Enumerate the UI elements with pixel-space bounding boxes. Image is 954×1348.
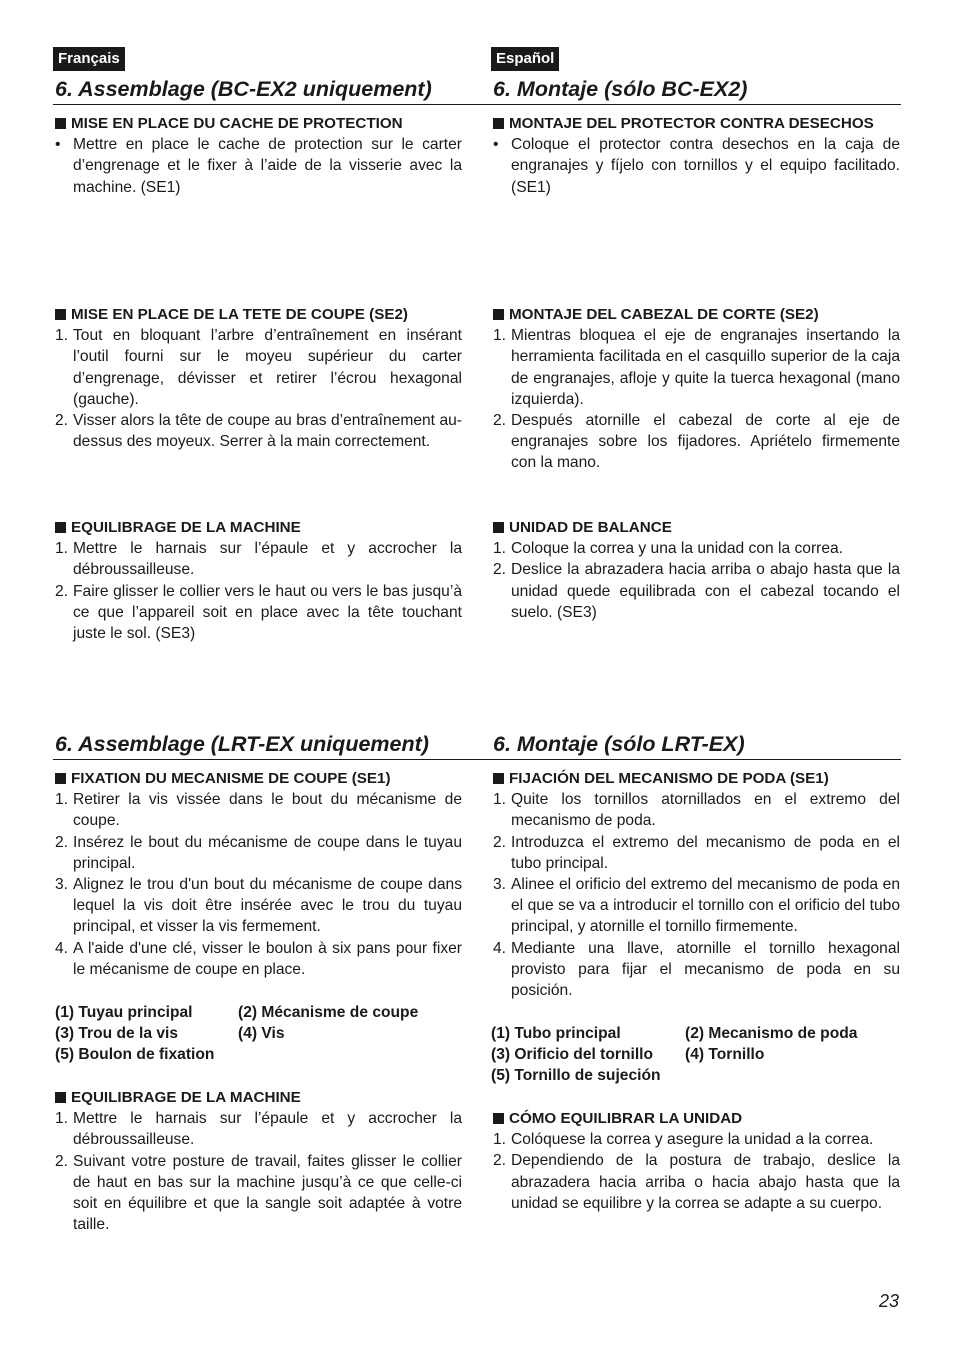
section-mecanisme-coupe [55,768,462,980]
legend-item: (1) Tubo principal [491,1025,621,1042]
section-equilibrage-1 [55,517,462,644]
square-bullet-icon [55,309,66,320]
square-bullet-icon [493,522,504,533]
list-item: 1. Coloque la correa y una la unidad con la correa. [493,540,844,558]
language-badge-espanol: Español [491,47,559,71]
square-bullet-icon [493,309,504,320]
list-item: 1. Mettre le harnais sur l’épaule et y accrocher la débroussailleuse. [55,540,462,579]
list-item: 2. Deslice la abrazadera hacia arriba o abajo hasta que la unidad quede equilibrada con el cabezal tocando el suelo. (SE3) [493,561,900,621]
legend-item: (4) Tornillo [685,1046,765,1064]
list-item: 1. Tout en bloquant l’arbre d’entraînement en insérant l’outil fourni sur le moyeu supérieur du carter d’engrenage, dévisser et retirer l’écrou hexagonal (gauche). [55,327,462,408]
list-item: 1. Mientras bloquea el eje de engranajes insertando la herramienta facilitada en el casquillo superior de la caja de engranajes, afloje y quite la tuerca hexagonal (mano izquierda). [493,327,900,408]
title-underline-rule-top [53,104,901,105]
title-underline-rule-bottom [53,759,901,760]
subsection-heading: MONTAJE DEL PROTECTOR CONTRA DESECHOS [493,113,900,134]
legend-item: (1) Tuyau principal [55,1004,193,1021]
list-item: 3. Alinee el orificio del extremo del mecanismo de poda en el que se va a introducir el tornillo con el orificio del tubo principal, y atornille el tornillo firmemente. [493,876,900,936]
legend-item: (3) Orificio del tornillo [491,1046,654,1064]
section-como-equilibrar [493,1108,900,1214]
legend-item: (5) Tornillo de sujeción [491,1067,661,1085]
section-title-lrt-ex-es: 6. Montaje (sólo LRT-EX) [493,732,745,756]
section-title-lrt-ex-fr: 6. Assemblage (LRT-EX uniquement) [55,732,429,756]
square-bullet-icon [493,118,504,129]
list-item: 4. A l'aide d'une clé, visser le boulon à six pans pour fixer le mécanisme de coupe en place. [55,939,462,978]
list-item: 2. Introduzca el extremo del mecanismo de poda en el tubo principal. [493,833,900,872]
legend-item: (3) Trou de la vis [55,1025,179,1043]
section-tete-de-coupe [55,304,462,452]
square-bullet-icon [55,1092,66,1103]
list-item: 4. Mediante una llave, atornille el tornillo hexagonal provisto para fijar el mecanismo de poda en su posición. [493,939,900,1000]
list-item: 2. Suivant votre posture de travail, faites glisser le collier de haut en bas sur la machine jusqu’à ce que celle-ci soit en équilibre et que la sangle soit adaptée à votre taille. [55,1152,462,1234]
section-cache-protection [55,113,462,198]
list-item: 2. Faire glisser le collier vers le haut ou vers le bas jusqu’à ce que l’appareil soit en place avec la tête touchant juste le sol. (SE3) [55,582,462,643]
list-item: 2. Visser alors la tête de coupe au bras d’entraînement au-dessus des moyeux. Serrer à la main correctement. [55,412,462,451]
square-bullet-icon [55,118,66,129]
subsection-heading: MONTAJE DEL CABEZAL DE CORTE (SE2) [493,304,900,325]
legend-item: (2) Mecanismo de poda [685,1025,858,1042]
subsection-heading: MISE EN PLACE DE LA TETE DE COUPE (SE2) [55,304,462,325]
parts-legend-fr [55,1002,462,1066]
subsection-heading: UNIDAD DE BALANCE [493,517,900,538]
page-number: 23 [878,1291,899,1311]
list-item: 2. Después atornille el cabezal de corte al eje de engranajes sobre los fijadores. Apriételo firmemente con la mano. [493,412,900,472]
legend-item: (4) Vis [238,1025,285,1043]
square-bullet-icon [55,522,66,533]
subsection-heading: MISE EN PLACE DU CACHE DE PROTECTION [55,113,462,134]
subsection-heading: EQUILIBRAGE DE LA MACHINE [55,517,462,538]
subsection-heading: EQUILIBRAGE DE LA MACHINE [55,1087,462,1108]
list-item: 1. Quite los tornillos atornillados en el extremo del mecanismo de poda. [493,791,900,830]
parts-legend-es [491,1023,900,1087]
section-equilibrage-2 [55,1087,462,1235]
legend-item: (5) Boulon de fixation [55,1046,215,1064]
square-bullet-icon [493,773,504,784]
list-item: • Coloque el protector contra desechos en la caja de engranajes y fíjelo con tornillos y el equipo facilitado. (SE1) [493,136,900,196]
list-item: • Mettre en place le cache de protection sur le carter d’engrenage et le fixer à l’aide de la visserie avec la machine. (SE1) [55,136,462,196]
list-item: 3. Alignez le trou d'un bout du mécanisme de coupe dans lequel la vis doit être insérée avec le trou du tuyau principal, et visser la vis fermement. [55,876,462,936]
section-cabezal-corte [493,304,900,474]
section-title-bc-ex2-es: 6. Montaje (sólo BC-EX2) [493,77,748,101]
square-bullet-icon [493,1113,504,1124]
list-item: 2. Dependiendo de la postura de trabajo, deslice la abrazadera hacia arriba o hacia abajo hasta que la unidad se equilibre y la correa se adapte a su cuerpo. [493,1152,900,1212]
subsection-heading: FIXATION DU MECANISME DE COUPE (SE1) [55,768,462,789]
section-protector-desechos [493,113,900,198]
section-mecanismo-poda [493,768,900,1001]
section-unidad-balance [493,517,900,623]
section-title-bc-ex2-fr: 6. Assemblage (BC-EX2 uniquement) [55,77,432,101]
square-bullet-icon [55,773,66,784]
list-item: 1. Colóquese la correa y asegure la unidad a la correa. [493,1131,874,1149]
subsection-heading: CÓMO EQUILIBRAR LA UNIDAD [493,1108,900,1129]
list-item: 1. Retirer la vis vissée dans le bout du mécanisme de coupe. [55,791,462,830]
subsection-heading: FIJACIÓN DEL MECANISMO DE PODA (SE1) [493,768,900,789]
language-badge-francais: Français [53,47,125,71]
list-item: 1. Mettre le harnais sur l’épaule et y accrocher la débroussailleuse. [55,1110,462,1149]
legend-item: (2) Mécanisme de coupe [238,1004,419,1021]
list-item: 2. Insérez le bout du mécanisme de coupe dans le tuyau principal. [55,833,462,872]
